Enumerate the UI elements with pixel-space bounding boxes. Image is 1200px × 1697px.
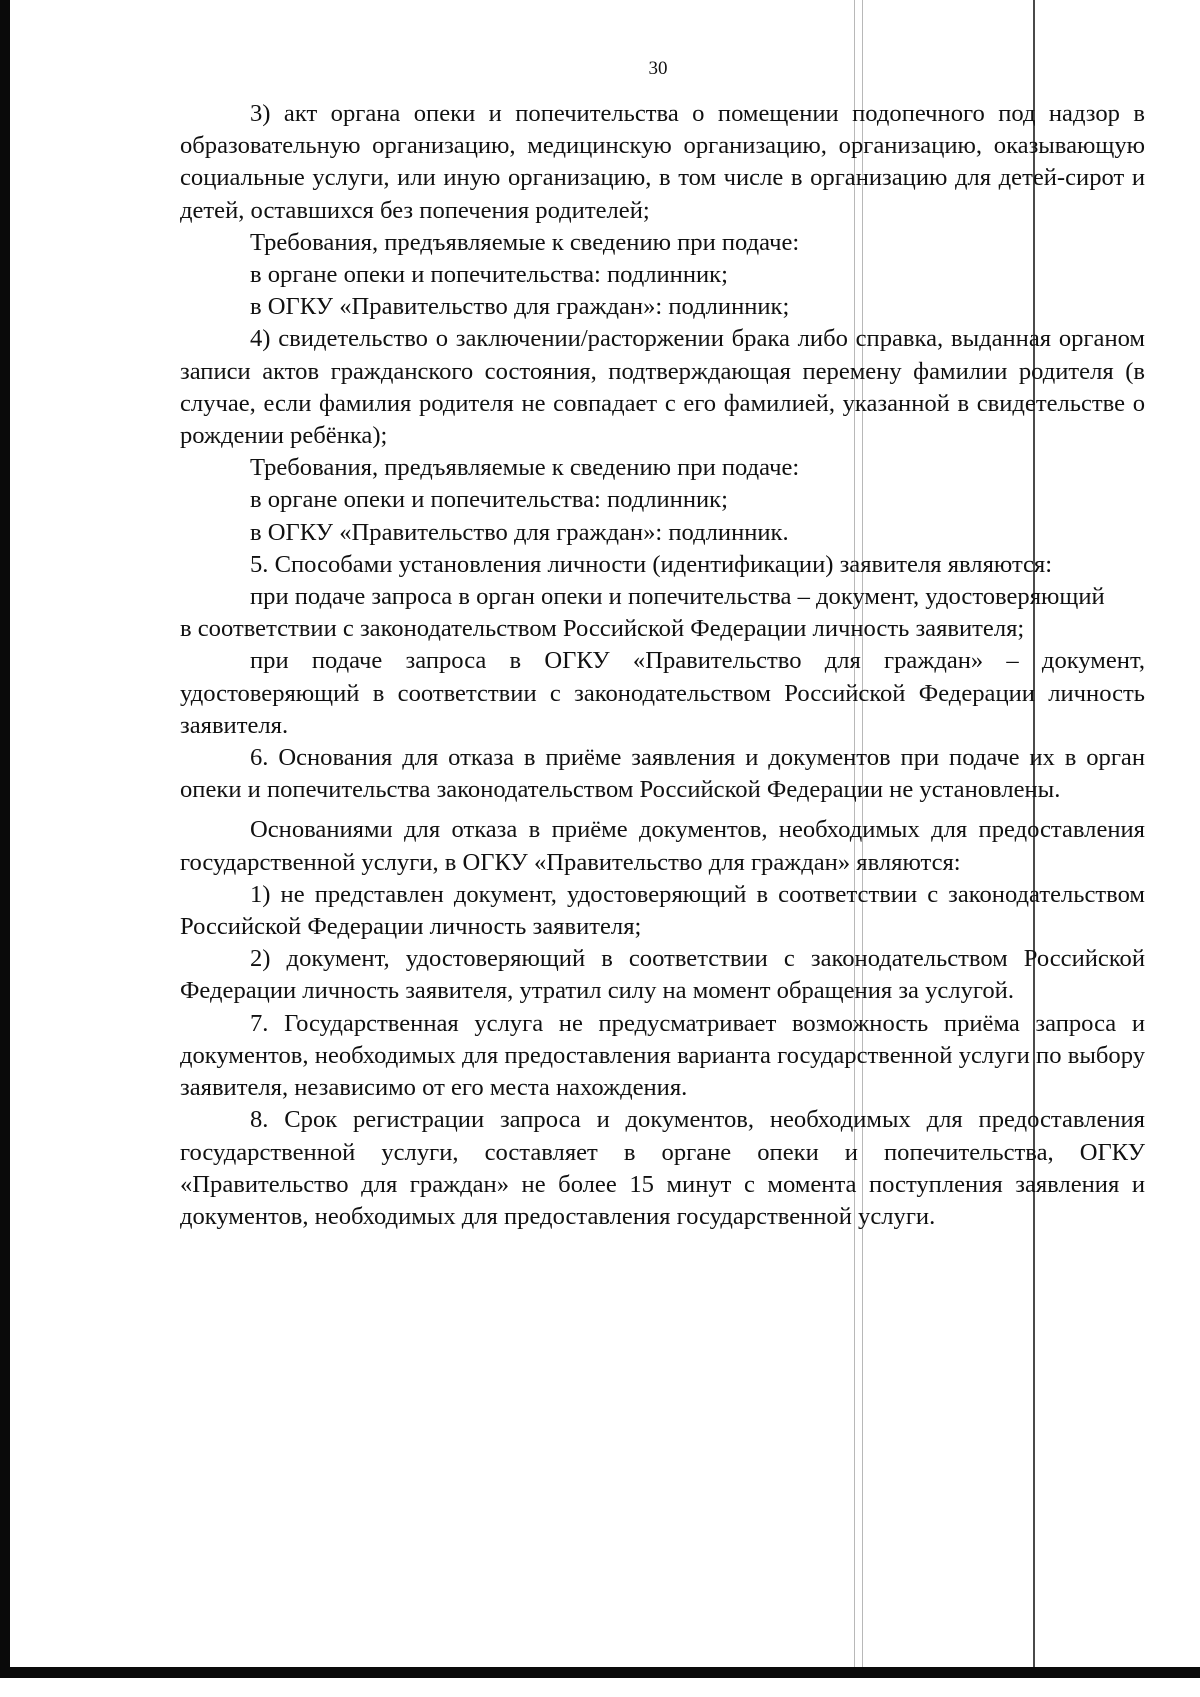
paragraph: в ОГКУ «Правительство для граждан»: подлинник; <box>250 293 790 321</box>
scan-border-left <box>0 0 10 1677</box>
paragraph: при подаче запроса в орган опеки и попечительства – документ, удостоверяющий <box>250 583 1105 611</box>
paragraph: 8. Срок регистрации запроса и документов, необходимых для предоставления государственной услуги, составляет в органе опеки и попечительства, ОГКУ «Правительство для граждан» не более 15 минут с момента поступления заявления и документов, необходимых для предоставления государственной услуги. <box>180 1106 1145 1230</box>
paragraph: в органе опеки и попечительства: подлинник; <box>250 486 728 514</box>
paragraph: 2) документ, удостоверяющий в соответствии с законодательством Российской Федерации личность заявителя, утратил силу на момент обращения за услугой. <box>180 945 1145 1005</box>
scan-border-bottom <box>0 1667 1200 1678</box>
paragraph: 7. Государственная услуга не предусматривает возможность приёма запроса и документов, необходимых для предоставления варианта государственной услуги по выбору заявителя, независимо от его места нахождения. <box>180 1009 1145 1102</box>
paragraph: 5. Способами установления личности (идентификации) заявителя являются: <box>250 550 1053 578</box>
paragraph: Требования, предъявляемые к сведению при подаче: <box>250 228 800 256</box>
paragraph: 1) не представлен документ, удостоверяющий в соответствии с законодательством Российской Федерации личность заявителя; <box>180 880 1145 941</box>
paragraph: Основаниями для отказа в приёме документов, необходимых для предоставления государственной услуги, в ОГКУ «Правительство для граждан» являются: <box>180 816 1145 876</box>
paragraph-gap <box>180 806 1145 814</box>
paragraph: 6. Основания для отказа в приёме заявления и документов при подаче их в орган опеки и попечительства законодательством Российской Федерации не установлены. <box>180 744 1145 804</box>
paragraph: при подаче запроса в ОГКУ «Правительство для граждан» – документ, удостоверяющий в соответствии с законодательством Российской Федерации личность заявителя. <box>180 647 1145 739</box>
paragraph: в органе опеки и попечительства: подлинник; <box>250 261 728 289</box>
paragraph: 3) акт органа опеки и попечительства о помещении подопечного под надзор в образовательную организацию, медицинскую организацию, организацию, оказывающую социальные услуги, или иную организацию, в том числе в организацию для детей-сирот и детей, оставшихся без попечения родителей; <box>180 100 1145 224</box>
paragraph: Требования, предъявляемые к сведению при подаче: <box>250 454 800 482</box>
paragraph: в соответствии с законодательством Российской Федерации личность заявителя; <box>180 615 1025 643</box>
document-body <box>180 98 1145 1233</box>
page-number: 30 <box>648 58 668 79</box>
paragraph: в ОГКУ «Правительство для граждан»: подлинник. <box>250 518 789 546</box>
paragraph: 4) свидетельство о заключении/расторжении брака либо справка, выданная органом записи актов гражданского состояния, подтверждающая перемену фамилии родителя (в случае, если фамилия родителя не совпадает с его фамилией, указанной в свидетельстве о рождении ребёнка); <box>180 325 1145 450</box>
